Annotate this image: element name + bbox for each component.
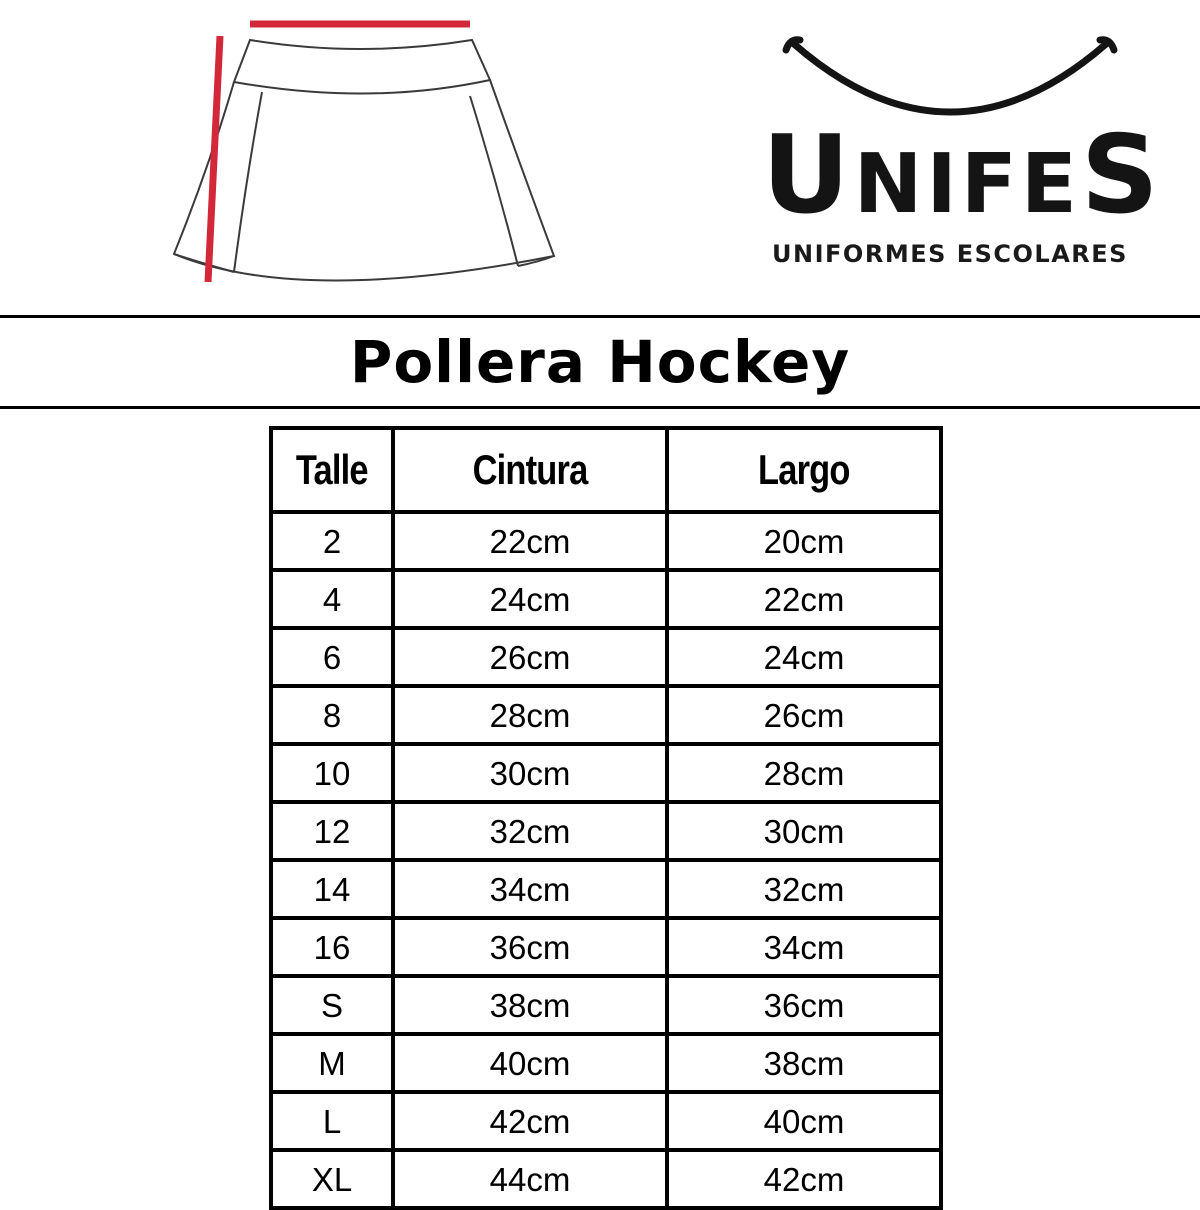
cell-largo: 30cm xyxy=(667,802,941,860)
cell-cintura: 42cm xyxy=(393,1092,667,1150)
page-title: Pollera Hockey xyxy=(349,328,851,396)
cell-talle: 2 xyxy=(271,512,393,570)
cell-largo: 22cm xyxy=(667,570,941,628)
title-band xyxy=(0,315,1200,409)
cell-largo: 38cm xyxy=(667,1034,941,1092)
skirt-right-seam xyxy=(470,96,518,266)
cell-largo: 20cm xyxy=(667,512,941,570)
table-row xyxy=(271,1034,941,1092)
cell-cintura: 36cm xyxy=(393,918,667,976)
table-row xyxy=(271,744,941,802)
table-row xyxy=(271,976,941,1034)
table-row xyxy=(271,802,941,860)
brand-end: S xyxy=(1080,113,1163,238)
cell-cintura: 38cm xyxy=(393,976,667,1034)
skirt-waistband xyxy=(234,40,490,94)
cell-cintura: 44cm xyxy=(393,1150,667,1208)
brand-tagline: UNIFORMES ESCOLARES xyxy=(772,240,1128,268)
header-cintura: Cintura xyxy=(393,428,667,512)
cell-largo: 34cm xyxy=(667,918,941,976)
cell-talle: M xyxy=(271,1034,393,1092)
unifes-logo xyxy=(740,30,1170,280)
cell-cintura: 30cm xyxy=(393,744,667,802)
skirt-body-outline xyxy=(174,80,554,281)
header-largo: Largo xyxy=(667,428,941,512)
size-table xyxy=(269,426,943,1210)
cell-largo: 42cm xyxy=(667,1150,941,1208)
cell-talle: 10 xyxy=(271,744,393,802)
smile-icon xyxy=(780,30,1120,120)
cell-largo: 26cm xyxy=(667,686,941,744)
cell-talle: S xyxy=(271,976,393,1034)
table-row xyxy=(271,512,941,570)
cell-largo: 40cm xyxy=(667,1092,941,1150)
cell-largo: 28cm xyxy=(667,744,941,802)
table-row xyxy=(271,918,941,976)
table-header-row xyxy=(271,428,941,512)
cell-talle: 16 xyxy=(271,918,393,976)
cell-talle: 6 xyxy=(271,628,393,686)
header-talle: Talle xyxy=(271,428,393,512)
cell-largo: 32cm xyxy=(667,860,941,918)
brand-initial: U xyxy=(762,113,854,238)
cell-largo: 24cm xyxy=(667,628,941,686)
table-row xyxy=(271,1092,941,1150)
cell-largo: 36cm xyxy=(667,976,941,1034)
table-row xyxy=(271,570,941,628)
cell-cintura: 40cm xyxy=(393,1034,667,1092)
brand-middle: NIF xyxy=(853,137,1021,232)
cell-cintura: 26cm xyxy=(393,628,667,686)
cell-talle: 8 xyxy=(271,686,393,744)
cell-talle: 4 xyxy=(271,570,393,628)
skirt-diagram xyxy=(150,10,590,300)
table-row xyxy=(271,628,941,686)
cell-talle: L xyxy=(271,1092,393,1150)
cell-cintura: 32cm xyxy=(393,802,667,860)
table-row xyxy=(271,686,941,744)
table-row xyxy=(271,1150,941,1208)
cell-cintura: 34cm xyxy=(393,860,667,918)
cell-cintura: 28cm xyxy=(393,686,667,744)
cell-talle: 14 xyxy=(271,860,393,918)
cell-cintura: 22cm xyxy=(393,512,667,570)
table-row xyxy=(271,860,941,918)
brand-e: E xyxy=(1020,137,1081,232)
cell-talle: XL xyxy=(271,1150,393,1208)
cell-cintura: 24cm xyxy=(393,570,667,628)
skirt-left-seam xyxy=(234,92,262,272)
brand-wordmark xyxy=(762,113,1163,238)
cell-talle: 12 xyxy=(271,802,393,860)
